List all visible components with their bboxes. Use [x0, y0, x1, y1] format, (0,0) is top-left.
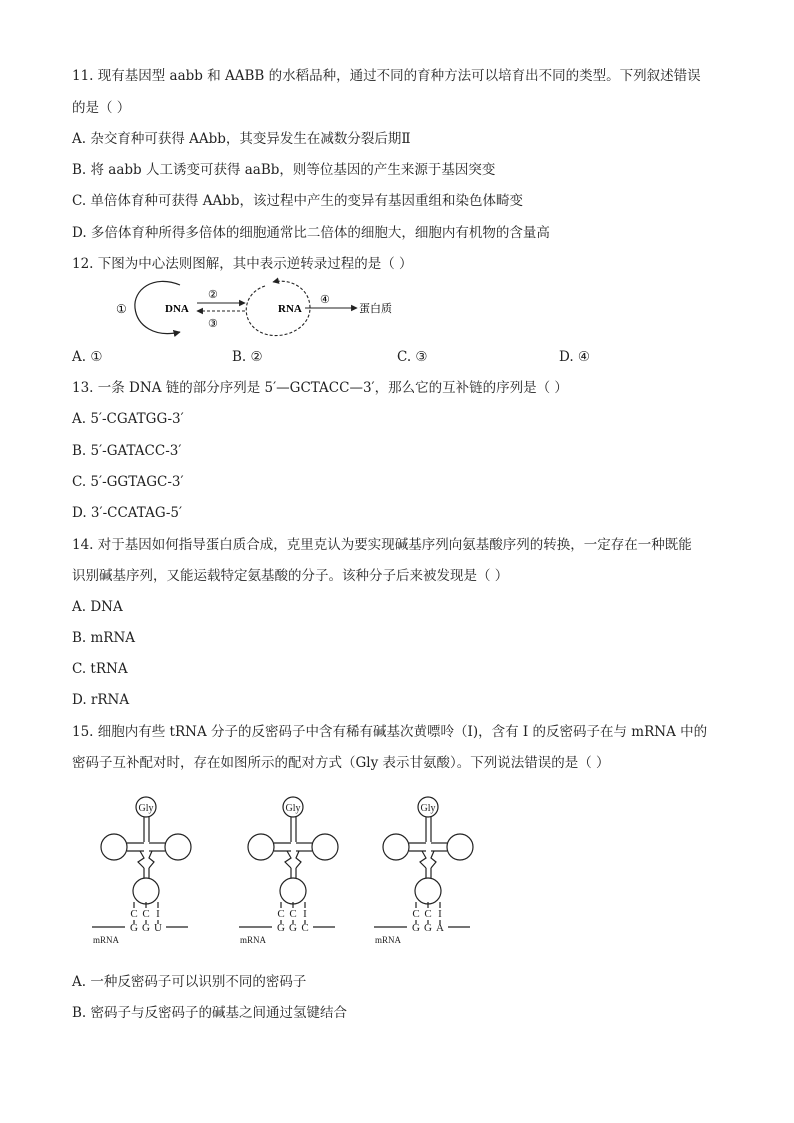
anticodon-loop: [133, 878, 159, 904]
q13-option-a: A. 5′-CGATGG-3′: [72, 411, 184, 427]
label-4: ④: [320, 294, 330, 306]
central-dogma-diagram: [105, 276, 405, 342]
anticodon-base: C: [424, 908, 432, 920]
q12-stem: 12. 下图为中心法则图解，其中表示逆转录过程的是（ ）: [72, 256, 413, 272]
q15-stem-line2: 密码子互补配对时，存在如图所示的配对方式（Gly 表示甘氨酸）。下列说法错误的是（ ）: [72, 755, 610, 771]
anticodon-base: I: [438, 908, 442, 920]
d-loop: [383, 834, 409, 860]
q14-stem-line2: 识别碱基序列，又能运载特定氨基酸的分子。该种分子后来被发现是（ ）: [72, 568, 509, 584]
q14-option-b: B. mRNA: [72, 630, 136, 646]
anticodon-base: C: [277, 908, 285, 920]
center-fold: [420, 851, 426, 868]
mrna-label: mRNA: [374, 935, 402, 945]
q12-option-b: B. ②: [232, 349, 263, 365]
codon-base: C: [301, 922, 309, 934]
q14-option-d: D. rRNA: [72, 692, 130, 708]
label-protein: 蛋白质: [359, 303, 392, 315]
anticodon-base: C: [142, 908, 150, 920]
center-fold: [431, 851, 436, 868]
codon-base: G: [130, 922, 138, 934]
codon-base: A: [436, 922, 444, 934]
amino-acid-label: Gly: [285, 803, 301, 814]
q12-option-d: D. ④: [559, 349, 591, 365]
q15-stem-line1: 15. 细胞内有些 tRNA 分子的反密码子中含有稀有碱基次黄嘌呤（I)，含有 I 的反密码子在与 mRNA 中的: [72, 724, 708, 740]
center-fold: [149, 851, 154, 868]
anticodon-base: I: [156, 908, 160, 920]
label-rna: RNA: [278, 303, 302, 315]
anticodon-loop: [280, 878, 306, 904]
mrna-label: mRNA: [92, 935, 120, 945]
q12-option-c: C. ③: [397, 349, 428, 365]
trna-molecule: [374, 797, 473, 945]
amino-acid-label: Gly: [420, 803, 436, 814]
t-loop: [312, 834, 338, 860]
label-2: ②: [208, 289, 218, 301]
q14-option-a: A. DNA: [72, 599, 123, 615]
anticodon-base: C: [289, 908, 297, 920]
q11-stem-line2: 的是（ ）: [72, 100, 131, 116]
q11-stem-line1: 11. 现有基因型 aabb 和 AABB 的水稻品种，通过不同的育种方法可以培育出不同的类型。下列叙述错误: [72, 68, 701, 84]
q13-option-c: C. 5′-GGTAGC-3′: [72, 474, 184, 490]
d-loop: [101, 834, 127, 860]
anticodon-base: C: [412, 908, 420, 920]
center-fold: [296, 851, 301, 868]
q13-option-b: B. 5′-GATACC-3′: [72, 443, 182, 459]
q13-stem: 13. 一条 DNA 链的部分序列是 5′—GCTACC—3′，那么它的互补链的序列是（ ）: [72, 380, 568, 396]
anticodon-base: I: [303, 908, 307, 920]
label-dna: DNA: [165, 303, 189, 315]
q15-option-b: B. 密码子与反密码子的碱基之间通过氢键结合: [72, 1005, 348, 1021]
codon-base: G: [412, 922, 420, 934]
q14-option-c: C. tRNA: [72, 661, 128, 677]
d-loop: [248, 834, 274, 860]
t-loop: [447, 834, 473, 860]
q15-option-a: A. 一种反密码子可以识别不同的密码子: [72, 974, 307, 990]
trna-molecule: [239, 797, 338, 945]
codon-base: G: [424, 922, 432, 934]
center-fold: [138, 851, 144, 868]
q14-stem-line1: 14. 对于基因如何指导蛋白质合成，克里克认为要实现碱基序列向氨基酸序列的转换，一定存在一种既能: [72, 537, 692, 553]
anticodon-base: C: [130, 908, 138, 920]
q11-option-a: A. 杂交育种可获得 AAbb，其变异发生在减数分裂后期Ⅱ: [72, 131, 411, 147]
codon-base: G: [142, 922, 150, 934]
q12-option-a: A. ①: [72, 349, 103, 365]
q11-option-c: C. 单倍体育种可获得 AAbb，该过程中产生的变异有基因重组和染色体畸变: [72, 193, 524, 209]
label-1: ①: [116, 302, 127, 316]
trna-molecule: [92, 797, 191, 945]
codon-base: G: [289, 922, 297, 934]
anticodon-loop: [415, 878, 441, 904]
label-3: ③: [208, 318, 218, 330]
mrna-label: mRNA: [239, 935, 267, 945]
codon-base: U: [154, 922, 162, 934]
amino-acid-label: Gly: [138, 803, 154, 814]
trna-pairing-figure: [80, 790, 480, 955]
q13-option-d: D. 3′-CCATAG-5′: [72, 505, 183, 521]
t-loop: [165, 834, 191, 860]
q11-option-d: D. 多倍体育种所得多倍体的细胞通常比二倍体的细胞大，细胞内有机物的含量高: [72, 225, 550, 241]
codon-base: G: [277, 922, 285, 934]
q11-option-b: B. 将 aabb 人工诱变可获得 aaBb，则等位基因的产生来源于基因突变: [72, 162, 496, 178]
center-fold: [285, 851, 291, 868]
